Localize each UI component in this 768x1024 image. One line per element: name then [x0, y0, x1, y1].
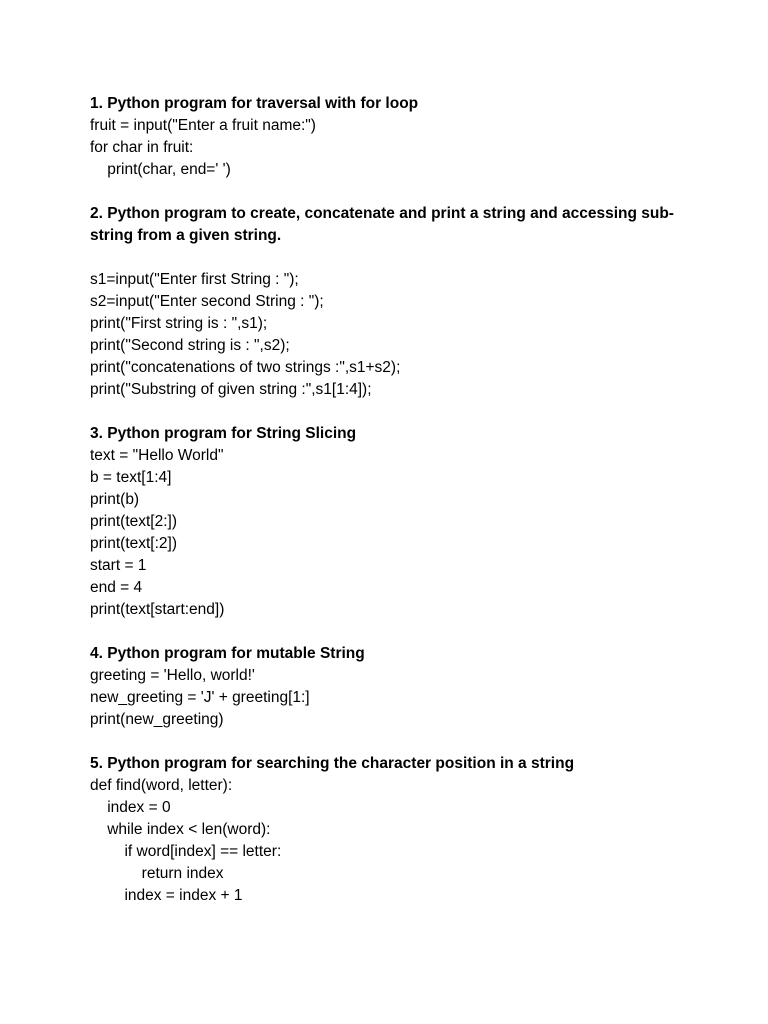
code-line: index = index + 1: [90, 887, 243, 904]
code-line: print(text[:2]): [90, 535, 177, 552]
section-search: [90, 753, 680, 907]
section-heading: 5. Python program for searching the character position in a string: [90, 755, 575, 772]
section-concatenate: [90, 203, 680, 401]
section-heading: 4. Python program for mutable String: [90, 645, 365, 662]
code-line: if word[index] == letter:: [90, 843, 282, 860]
code-line: print(text[start:end]): [90, 601, 225, 618]
code-line: index = 0: [90, 799, 171, 816]
code-line: print("Second string is : ",s2);: [90, 337, 290, 354]
code-line: for char in fruit:: [90, 139, 194, 156]
code-line: print("concatenations of two strings :",s1+s2);: [90, 359, 401, 376]
code-line: print(char, end=' '): [90, 161, 231, 178]
section-slicing: [90, 423, 680, 621]
code-line: print("Substring of given string :",s1[1:4]);: [90, 381, 372, 398]
section-heading: 1. Python program for traversal with for loop: [90, 95, 419, 112]
code-line: s1=input("Enter first String : ");: [90, 271, 299, 288]
code-line: print(text[2:]): [90, 513, 177, 530]
code-line: print("First string is : ",s1);: [90, 315, 268, 332]
code-line: text = "Hello World": [90, 447, 224, 464]
code-line: def find(word, letter):: [90, 777, 233, 794]
section-traversal: [90, 93, 680, 181]
section-heading: 2. Python program to create, concatenate and print a string and accessing sub-string from a given string.: [90, 205, 674, 244]
code-line: start = 1: [90, 557, 147, 574]
code-line: while index < len(word):: [90, 821, 271, 838]
section-heading: 3. Python program for String Slicing: [90, 425, 357, 442]
code-line: fruit = input("Enter a fruit name:"): [90, 117, 316, 134]
code-line: b = text[1:4]: [90, 469, 172, 486]
code-line: print(b): [90, 491, 140, 508]
section-mutable: [90, 643, 680, 731]
code-line: print(new_greeting): [90, 711, 224, 728]
code-line: new_greeting = 'J' + greeting[1:]: [90, 689, 310, 706]
code-line: greeting = 'Hello, world!': [90, 667, 255, 684]
code-line: end = 4: [90, 579, 143, 596]
document-body: [90, 93, 680, 929]
code-line: return index: [90, 865, 224, 882]
code-line: s2=input("Enter second String : ");: [90, 293, 324, 310]
